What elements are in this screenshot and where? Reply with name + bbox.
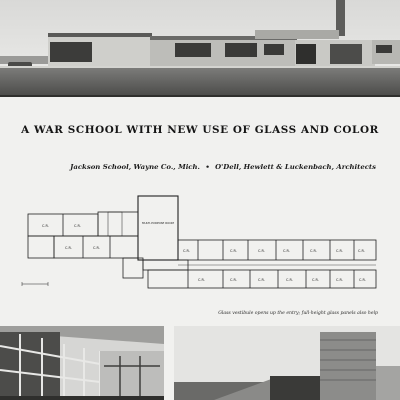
room-label: C.R.	[286, 278, 293, 282]
room-label: C.R.	[283, 249, 290, 253]
multipurpose-room-label: MULTI-PURPOSE ROOM	[142, 221, 174, 225]
room-label: C.R.	[312, 278, 319, 282]
room-label: C.R.	[358, 249, 365, 253]
room-label: C.R.	[230, 249, 237, 253]
room-label: C.R.	[230, 278, 237, 282]
school-credit: Jackson School, Wayne Co., Mich.	[70, 163, 200, 171]
bullet-separator: •	[205, 163, 210, 171]
glass-vestibule-interior-photo	[0, 326, 164, 400]
photo-caption: Glass vestibule opens up the entry; full-height glass panels also help	[218, 311, 378, 316]
floor-plan	[18, 192, 384, 300]
room-label: C.R.	[258, 249, 265, 253]
room-label: C.R.	[336, 249, 343, 253]
room-label: C.R.	[258, 278, 265, 282]
architect-credit: O'Dell, Hewlett & Luckenbach, Architects	[215, 163, 376, 171]
room-label: C.R.	[42, 224, 49, 228]
article-headline: A WAR SCHOOL WITH NEW USE OF GLASS AND COLOR	[21, 124, 379, 136]
vestibule-exterior-photo	[174, 326, 400, 400]
room-label: C.R.	[336, 278, 343, 282]
room-label: C.R.	[310, 249, 317, 253]
school-exterior-photo	[0, 0, 400, 97]
room-label: C.R.	[359, 278, 366, 282]
room-label: C.R.	[93, 246, 100, 250]
room-label: C.R.	[74, 224, 81, 228]
room-label: C.R.	[198, 278, 205, 282]
article-subline	[20, 163, 376, 171]
room-label: C.R.	[183, 249, 190, 253]
room-label: C.R.	[65, 246, 72, 250]
